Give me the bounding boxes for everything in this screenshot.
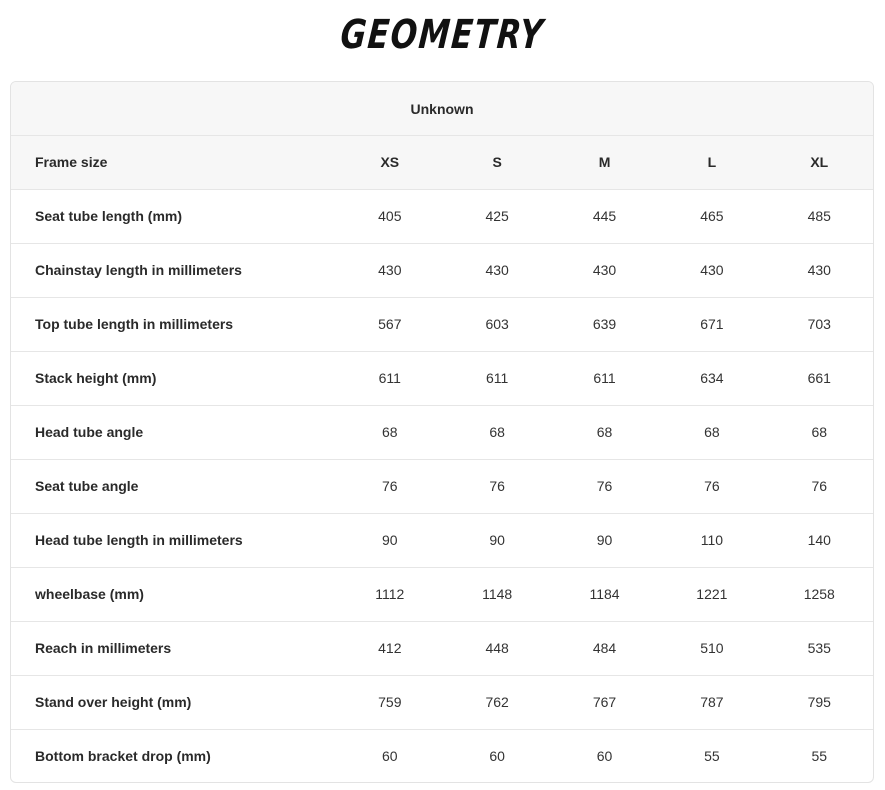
cell-value: 661 xyxy=(807,370,831,386)
cell-value: 90 xyxy=(382,532,398,548)
cell-value: 76 xyxy=(596,478,613,494)
cell-value: 787 xyxy=(700,694,724,710)
size-header-row xyxy=(11,136,873,189)
row-label: wheelbase (mm) xyxy=(35,586,144,602)
cell-value: 430 xyxy=(378,262,402,278)
table-row xyxy=(11,621,873,675)
cell-value: 603 xyxy=(485,316,509,332)
size-header-xl: XL xyxy=(810,154,829,171)
table-row xyxy=(11,189,873,243)
cell-value: 795 xyxy=(807,694,831,710)
model-name: Unknown xyxy=(11,82,873,136)
cell-value: 68 xyxy=(382,424,398,440)
cell-value: 68 xyxy=(596,424,613,440)
cell-value: 1112 xyxy=(375,586,405,602)
cell-value: 425 xyxy=(485,208,509,224)
row-label: Seat tube angle xyxy=(35,478,139,494)
size-header-l: L xyxy=(707,154,717,171)
table-row xyxy=(11,243,873,297)
cell-value: 55 xyxy=(811,748,828,765)
cell-value: 76 xyxy=(811,478,828,494)
cell-value: 448 xyxy=(485,640,509,656)
table-row xyxy=(11,351,873,405)
geometry-table xyxy=(11,136,873,783)
cell-value: 671 xyxy=(700,316,724,332)
cell-value: 90 xyxy=(489,532,505,548)
row-label: Bottom bracket drop (mm) xyxy=(35,748,211,765)
cell-value: 60 xyxy=(382,748,398,765)
size-header-xs: XS xyxy=(380,154,400,171)
cell-value: 484 xyxy=(592,640,617,656)
cell-value: 140 xyxy=(807,532,831,548)
table-row xyxy=(11,567,873,621)
size-header-m: M xyxy=(598,154,611,171)
cell-value: 762 xyxy=(485,694,509,710)
table-row xyxy=(11,675,873,729)
cell-value: 430 xyxy=(807,262,831,278)
cell-value: 68 xyxy=(489,424,505,440)
cell-value: 611 xyxy=(593,370,616,386)
geometry-card xyxy=(10,81,874,783)
cell-value: 611 xyxy=(378,370,401,386)
cell-value: 611 xyxy=(486,370,509,386)
cell-value: 68 xyxy=(704,424,720,440)
table-row xyxy=(11,405,873,459)
cell-value: 445 xyxy=(592,208,617,224)
cell-value: 703 xyxy=(807,316,831,332)
cell-value: 76 xyxy=(489,478,505,494)
cell-value: 1258 xyxy=(803,586,835,602)
cell-value: 90 xyxy=(596,532,613,548)
cell-value: 567 xyxy=(378,316,402,332)
cell-value: 60 xyxy=(489,748,505,765)
cell-value: 412 xyxy=(378,640,402,656)
row-label: Head tube angle xyxy=(35,424,144,440)
cell-value: 405 xyxy=(378,208,402,224)
cell-value: 634 xyxy=(700,370,724,386)
table-row xyxy=(11,513,873,567)
row-label: Stack height (mm) xyxy=(35,370,157,386)
cell-value: 60 xyxy=(596,748,613,765)
cell-value: 1221 xyxy=(696,586,728,602)
size-header-s: S xyxy=(492,154,502,171)
cell-value: 110 xyxy=(700,532,724,548)
cell-value: 430 xyxy=(700,262,724,278)
cell-value: 55 xyxy=(704,748,720,765)
row-label: Chainstay length in millimeters xyxy=(35,262,242,278)
row-label: Stand over height (mm) xyxy=(35,694,192,710)
cell-value: 68 xyxy=(811,424,828,440)
row-label: Head tube length in millimeters xyxy=(35,532,243,548)
cell-value: 1184 xyxy=(589,586,620,602)
row-label: Reach in millimeters xyxy=(35,640,172,656)
cell-value: 485 xyxy=(807,208,831,224)
cell-value: 465 xyxy=(700,208,724,224)
cell-value: 430 xyxy=(592,262,617,278)
row-label: Top tube length in millimeters xyxy=(35,316,234,332)
cell-value: 639 xyxy=(592,316,617,332)
cell-value: 759 xyxy=(378,694,402,710)
cell-value: 767 xyxy=(592,694,617,710)
frame-size-label: Frame size xyxy=(35,154,108,171)
cell-value: 510 xyxy=(700,640,724,656)
cell-value: 430 xyxy=(485,262,509,278)
row-label: Seat tube length (mm) xyxy=(35,208,183,224)
cell-value: 535 xyxy=(807,640,831,656)
cell-value: 1148 xyxy=(482,586,513,602)
title-area xyxy=(0,0,885,70)
table-row xyxy=(11,459,873,513)
page-title: GEOMETRY xyxy=(338,12,547,58)
table-row xyxy=(11,729,873,783)
table-row xyxy=(11,297,873,351)
cell-value: 76 xyxy=(704,478,720,494)
cell-value: 76 xyxy=(382,478,398,494)
